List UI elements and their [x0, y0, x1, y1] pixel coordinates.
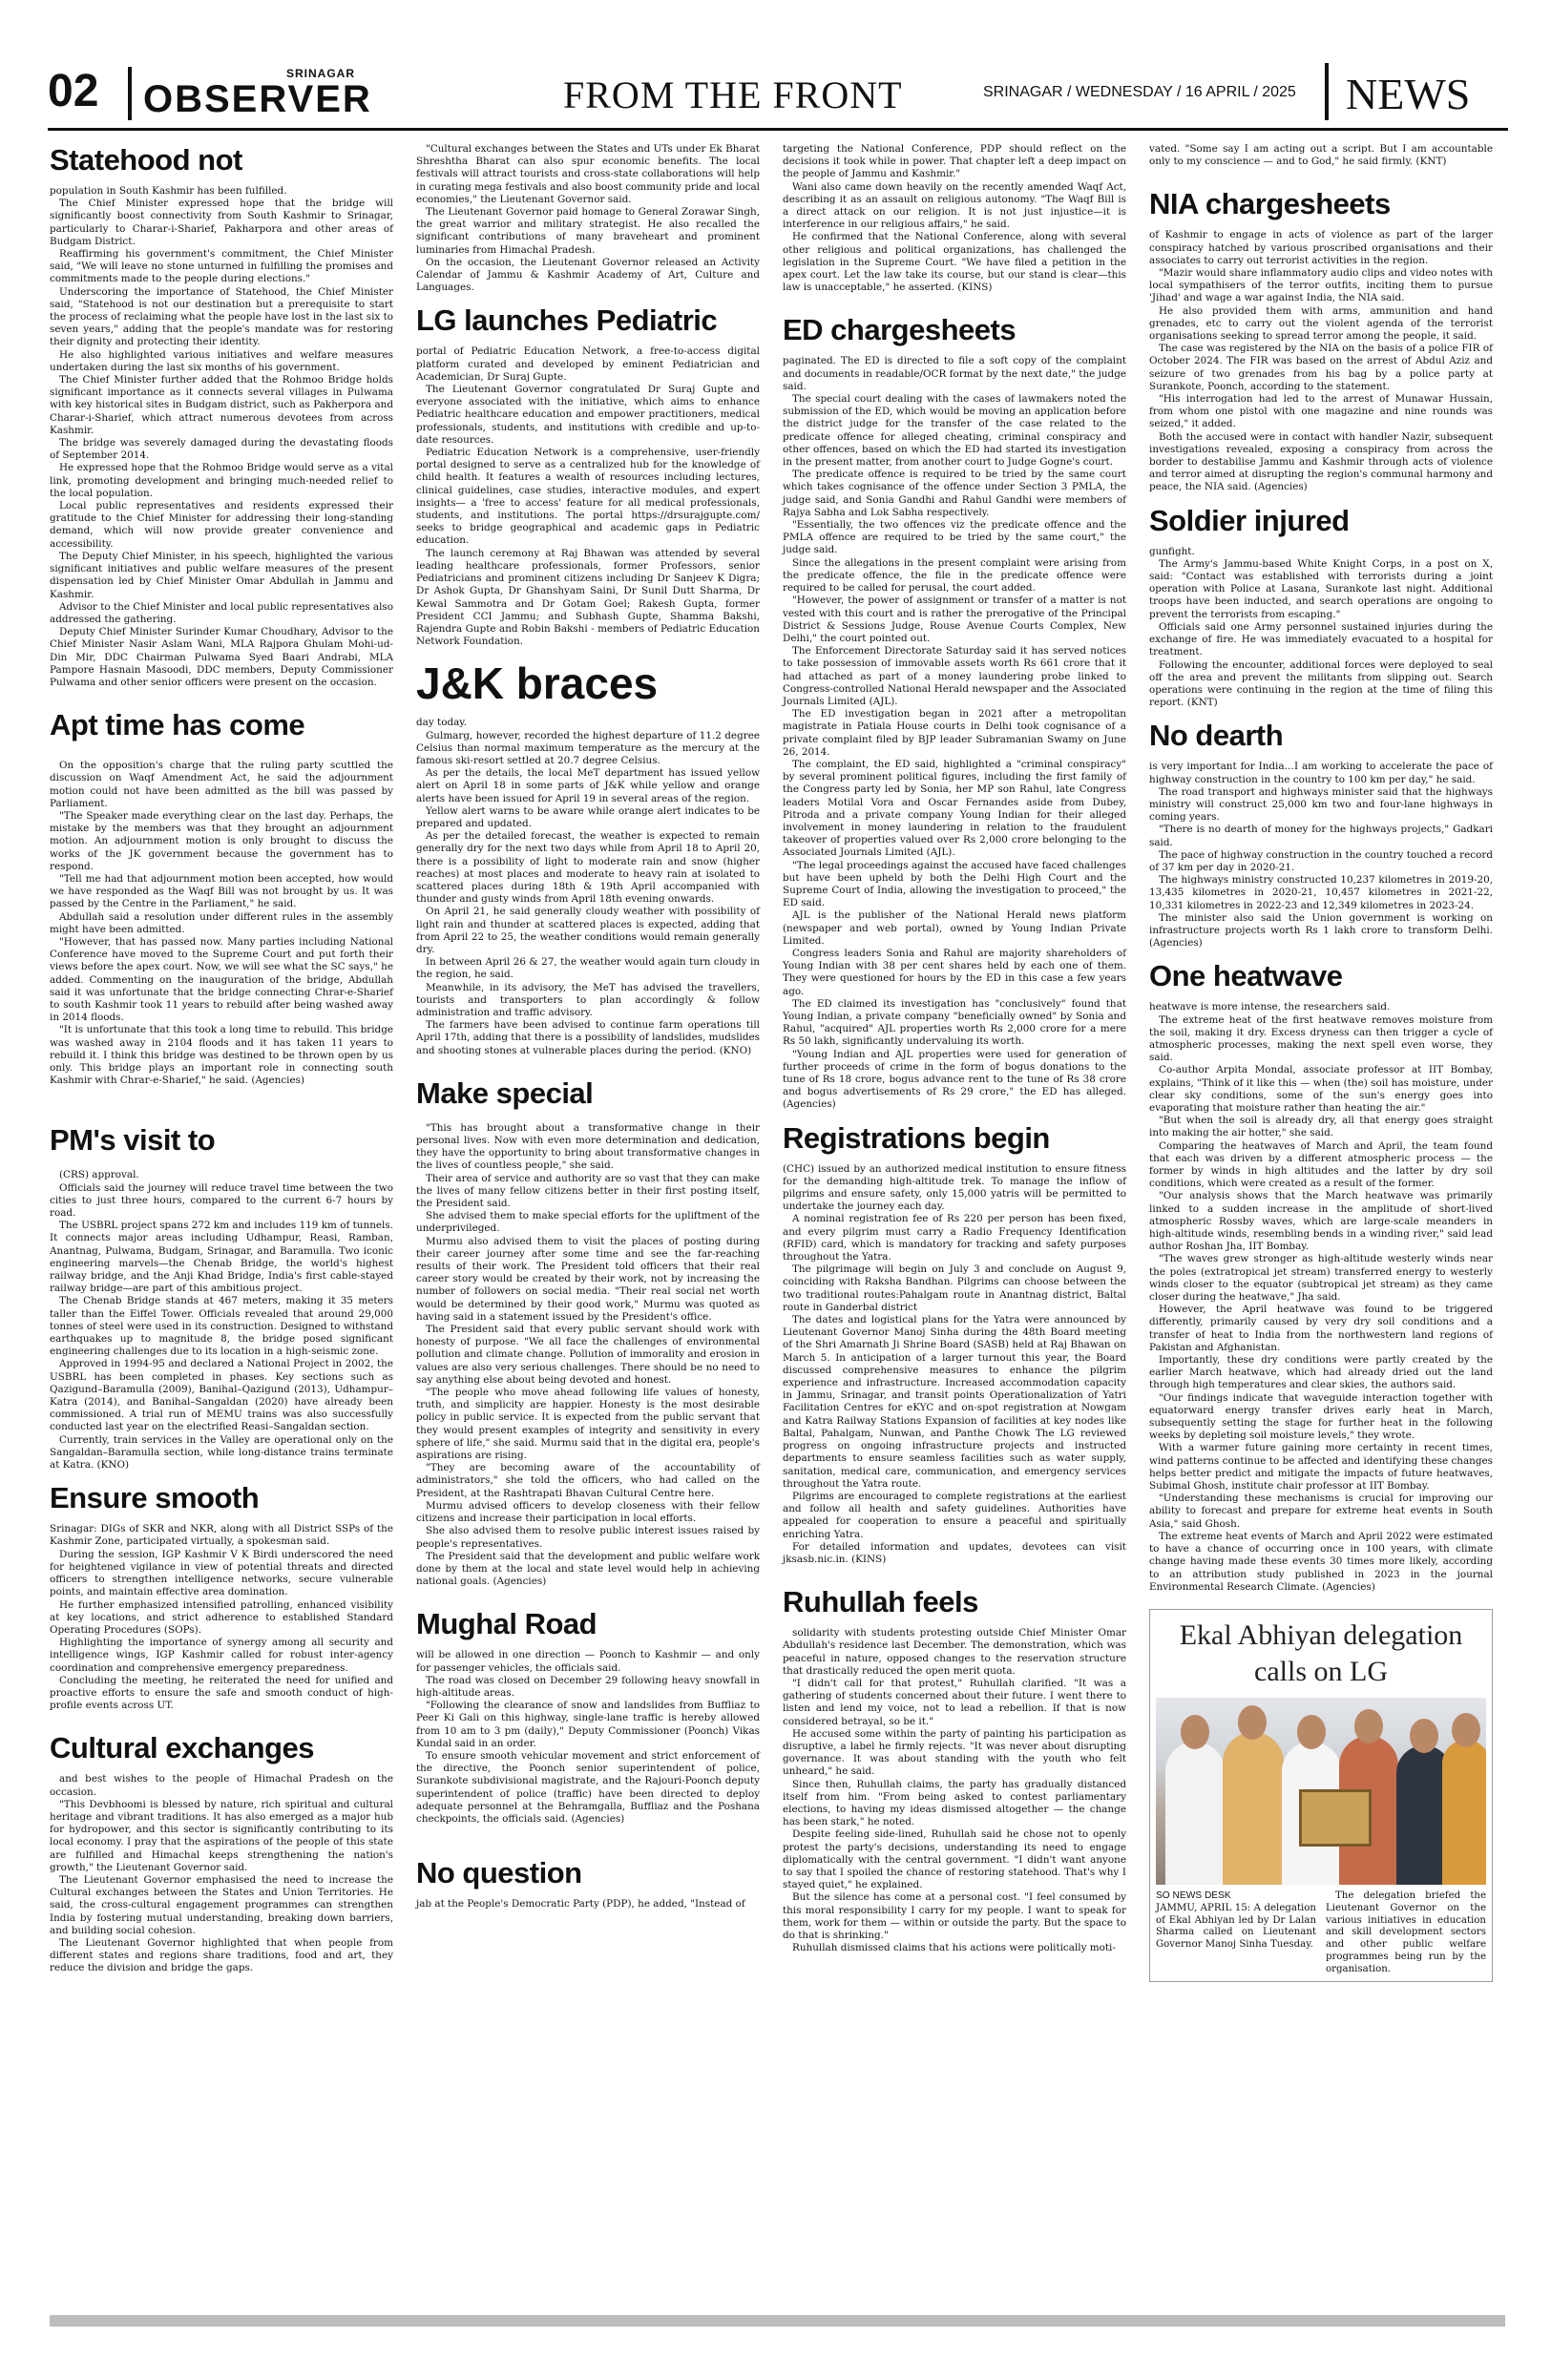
headline-apt-time: Apt time has come	[50, 708, 305, 742]
paragraph: solidarity with students protesting outside Chief Minister Omar Abdullah's residence last December. The demonstration, which was peaceful in nature, opposed changes to the reservation structure that drastically reduced the open merit quota.	[783, 1627, 1126, 1677]
paragraph: To ensure smooth vehicular movement and strict enforcement of the directive, the Poonch senior superintendent of police, Surankote subdivisional magistrate, and the Rajouri-Poonch deputy superintendent of police (traffic) have been directed to deploy adequate personnel at the Behramgalla, Buffliaz and the Poshana checkpoints, the officials said. (Agencies)	[416, 1749, 760, 1825]
article-cultural-exchanges	[50, 1773, 393, 1974]
headline-ed-chargesheets: ED chargesheets	[783, 313, 1017, 347]
paragraph: She also advised them to resolve public interest issues raised by people's representatives.	[416, 1525, 760, 1550]
paragraph: of Kashmir to engage in acts of violence as part of the larger conspiracy hatched by various proscribed organisations and their associates to carry out terrorist activities in the region.	[1149, 229, 1493, 266]
paragraph: The Chief Minister further added that the Rohmoo Bridge holds significant importance as it connects several villages in Pulwama with key historical sites in Budgam district, such as Pakherpora and Charar-i-Sharief, which attract numerous devotees from across Kashmir.	[50, 374, 393, 436]
headline-pm-visit: PM's visit to	[50, 1123, 216, 1158]
paragraph: However, the April heatwave was found to be triggered differently, primarily caused by very dry soil conditions and a transfer of heat to India from the northwestern land regions of Pakistan and Afghanistan.	[1149, 1304, 1493, 1353]
paragraph: "This Devbhoomi is blessed by nature, rich spiritual and cultural heritage and vibrant traditions. It has also emerged as a major hub for hydropower, and this sector is significantly contributing to its local economy. I pray that the aspirations of the people of this state are fulfilled and Himachal keeps strengthening the nation's growth," the Lieutenant Governor said.	[50, 1798, 393, 1873]
paragraph: Advisor to the Chief Minister and local public representatives also addressed the gathering.	[50, 600, 393, 625]
paragraph: With a warmer future gaining more certainty in recent times, wind patterns continue to be affected and identifying these changes helps better predict and mitigate the impacts of future heatwaves, Subimal Ghosh, institute chair professor at IIT Bombay.	[1149, 1442, 1493, 1493]
article-pm-visit	[50, 1169, 393, 1472]
paragraph: "But when the soil is already dry, all that energy goes straight into making the air hotter," she said.	[1149, 1115, 1493, 1139]
paragraph: On April 21, he said generally cloudy weather with possibility of light rain and thunder at scattered places is expected, adding that from April 22 to 25, the weather conditions would remain generally dry.	[416, 906, 760, 955]
column-1	[50, 143, 393, 1975]
paragraph: Underscoring the importance of Statehood, the Chief Minister said, "Statehood is not our destination but a prerequisite to start the process of reclaiming what the people have lost in the last six to seven years," adding that the people's mandate was for restoring their dignity and protecting their identity.	[50, 285, 394, 348]
paragraph: "Essentially, the two offences viz the predicate offence and the PMLA offence are required to be tried by the same court," the judge said.	[783, 519, 1126, 556]
paragraph: jab at the People's Democratic Party (PDP), he added, "Instead of	[416, 1898, 745, 1910]
headline-no-dearth: No dearth	[1149, 719, 1284, 753]
paragraph: But the silence has come at a personal cost. "I feel consumed by this moral responsibility I carry for my people. I want to speak for them, work for them — within or outside the party. But the space to do that is shrinking."	[783, 1891, 1126, 1941]
paragraph: "His interrogation had led to the arrest of Munawar Hussain, from whom one pistol with one magazine and nine rounds was seized," it added.	[1149, 393, 1493, 430]
paragraph: "Our analysis shows that the March heatwave was primarily linked to a sudden increase in the amplitude of short-lived atmospheric Rossby waves, which are large-scale meanders in high-altitude winds, resembling bends in a winding river," said lead author Roshan Jha, IIT Bombay.	[1149, 1190, 1493, 1253]
paragraph: The Enforcement Directorate Saturday said it has served notices to take possession of immovable assets worth Rs 661 crore that it had attached as part of a money laundering probe linked to Congress-controlled National Herald newspaper and the Associated Journals Limited (AJL).	[783, 645, 1126, 707]
paragraph: Abdullah said a resolution under different rules in the assembly might have been admitted.	[50, 910, 393, 935]
paragraph: Ruhullah dismissed claims that his actions were politically moti-	[792, 1942, 1116, 1954]
paragraph: The Lieutenant Governor congratulated Dr Suraj Gupte and everyone associated with the initiative, which aims to enhance Pediatric healthcare education and empower practitioners, medical professionals, students, and institutions with credible and up-to-date resources.	[416, 384, 760, 446]
article-no-question	[416, 1898, 760, 1910]
article-jk-braces	[416, 717, 760, 1056]
paragraph: Murmu also advised them to visit the places of posting during their career journey after some time and see the far-reaching results of their work. The President told officers that their real career story would be created by their work, not by increasing the number of followers on social media. "Their real social net worth would be determined by their good work," Murmu was quoted as having said in a statement issued by the President's office.	[416, 1235, 760, 1323]
paragraph: portal of Pediatric Education Network, a free-to-access digital platform curated and developed by eminent Pediatrician and Academician, Dr Suraj Gupte.	[416, 345, 760, 383]
paragraph: She advised them to make special efforts for the upliftment of the underprivileged.	[416, 1210, 760, 1235]
paragraph: Srinagar: DIGs of SKR and NKR, along with all District SSPs of the Kashmir Zone, participated virtually, a spokesman said.	[50, 1523, 393, 1548]
article-lg-pediatric	[416, 345, 760, 648]
box-text	[1156, 1890, 1486, 1976]
paragraph: The launch ceremony at Raj Bhawan was attended by several leading healthcare professionals, former Professors, senior Pediatricians and prominent citizens including Dr Sanjeev K Digra; Dr Ashok Gupta, Dr Ghanshyam Saini, Dr Sunil Dutt Sharma, Dr Kewal Sammotra and Dr Gotam Goel; Rakesh Gupta, former President CCI Jammu; and Subhash Gupte, Shamma Bakshi, Rajendra Gupte and Robin Bakshi - members of Pediatric Education Network Foundation.	[416, 547, 760, 648]
paragraph: The Army's Jammu-based White Knight Corps, in a post on X, said: "Contact was established with terrorists during a joint operation with Police at Lasana, Surankote last night. Additional troops have been inducted, and search operations are ongoing to prevent the terrorists from escaping."	[1149, 557, 1493, 620]
paragraph: For detailed information and updates, devotees can visit jksasb.nic.in. (KINS)	[783, 1540, 1126, 1565]
paragraph: "The people who move ahead following life values of honesty, truth, and simplicity are happier. Honesty is the most desirable policy in public service. It is expected from the public servant that they would present examples of integrity and sensitivity in every sphere of life," she said. Murmu said that in the digital era, people's aspirations are rising.	[416, 1387, 760, 1462]
paragraph: Local public representatives and residents expressed their gratitude to the Chief Minister for addressing their long-standing demand, which will now provide greater convenience and accessibility.	[50, 500, 393, 550]
paragraph: The dates and logistical plans for the Yatra were announced by Lieutenant Governor Manoj Sinha during the 48th Board meeting of the Shri Amarnath Ji Shrine Board (SASB) held at Raj Bhawan on March 5. In anticipation of a larger turnout this year, the Board discussed comprehensive measures to enhance the pilgrim experience and infrastructure. Increased accommodation capacity in Jammu, Srinagar, and transit points Operationalization of Yatri Facilitation Centres for eKYC and on-spot registration at Nowgam and Katra Railway Stations Expansion of facilities at key nodes like Baltal, Pahalgam, Nunwan, and Panthe Chowk The LG reviewed progress on ongoing infrastructure projects and instructed departments to ensure seamless facilities such as water supply, sanitation, medical care, communication, and emergency services throughout the Yatra route.	[783, 1314, 1126, 1490]
paragraph: Both the accused were in contact with handler Nazir, subsequent investigations revealed, exposing a conspiracy from across the border to destabilise Jammu and Kashmir through acts of violence and terror aimed at disrupting the region's communal harmony and peace, the NIA said. (Agencies)	[1149, 430, 1493, 493]
paragraph: The road transport and highways minister said that the highways ministry will construct 25,000 km two and four-lane highways in coming years.	[1149, 785, 1493, 824]
person-head	[1238, 1705, 1267, 1740]
paragraph: On the opposition's charge that the ruling party scuttled the discussion on Waqf Amendment Act, he said the adjournment motion could not have been admitted as the bill was passed by Parliament.	[50, 760, 393, 809]
article-nia-chargesheets	[1149, 229, 1493, 493]
paragraph: Highlighting the importance of synergy among all security and intelligence wings, IGP Kashmir called for robust inter-agency coordination and comprehensive emergency preparedness.	[50, 1637, 393, 1674]
paragraph: Reaffirming his government's commitment, the Chief Minister said, "We will leave no stone unturned in fulfilling the promises and commitments made to the people during elections."	[50, 248, 393, 285]
paragraph: Currently, train services in the Valley are operational only on the Sangaldan–Baramulla section, while long-distance trains terminate at Katra. (KNO)	[50, 1433, 393, 1472]
paragraph: Co-author Arpita Mondal, associate professor at IIT Bombay, explains, "Think of it like this — when (the) soil has moisture, under clear sky conditions, some of the sun's energy goes into evaporating that moisture rather than heating the air."	[1149, 1064, 1493, 1114]
paragraph: The Deputy Chief Minister, in his speech, highlighted the various significant initiatives and public welfare measures of the present dispensation led by Chief Minister Omar Abdullah in Jammu and Kashmir.	[50, 550, 393, 600]
category-label: NEWS	[1346, 70, 1471, 118]
paragraph: Approved in 1994-95 and declared a National Project in 2002, the USBRL has been completed in phases. Key sections such as Qazigund–Baramulla (2009), Banihal–Qazigund (2013), Udhampur–Katra (2014), and Banihal–Sangaldan (2020) have already been commissioned. A trial run of MEMU trains was also successfully conducted last year on the electrified Reasi–Sangaldan section.	[50, 1358, 393, 1433]
headline-one-heatwave: One heatwave	[1149, 959, 1343, 993]
article-ruhullah	[783, 1627, 1126, 1954]
paragraph: "The legal proceedings against the accused have faced challenges but have been upheld by both the Delhi High Court and the Supreme Court of India, allowing the investigation to proceed," the ED said.	[783, 859, 1126, 909]
article-registrations-begin	[783, 1163, 1126, 1567]
paragraph: Despite feeling side-lined, Ruhullah said he chose not to openly protest the party's decisions, understanding its need to engage diplomatically with the central government. "I didn't want anyone to say that I spoiled the chance of restoring statehood. That's why I stayed quiet," he explained.	[783, 1828, 1126, 1891]
person-figure	[1223, 1732, 1284, 1885]
paragraph: He also provided them with arms, ammunition and hand grenades, etc to carry out the violent agenda of the terrorist organisations seeking to spread terror among the people, it said.	[1149, 304, 1493, 343]
paragraph: vated. "Some say I am acting out a script. But I am accountable only to my conscience — and to God," he said firmly. (KNT)	[1149, 143, 1493, 168]
paragraph: "However, the power of assignment or transfer of a matter is not vested with this court and is rather the prerogative of the Principal District & Sessions Judge, Rouse Avenue Courts Complex, New Delhi," the court pointed out.	[783, 595, 1126, 644]
headline-registrations-begin: Registrations begin	[783, 1120, 1050, 1155]
paragraph: He confirmed that the National Conference, along with several other religious and political organizations, has challenged the legislation in the Supreme Court. "We have filed a petition in the apex court. Let the law take its course, but our stand is clear—this law is unacceptable," he asserted. (KINS)	[783, 231, 1126, 294]
paragraph: Wani also came down heavily on the recently amended Waqf Act, describing it as an assault on religious autonomy. "The Waqf Bill is a direct attack on our religion. It is not just injustice—it is interference in our religious affairs," he said.	[783, 180, 1126, 231]
paragraph: "There is no dearth of money for the highways projects," Gadkari said.	[1149, 824, 1493, 848]
masthead-divider	[1325, 63, 1329, 120]
ekal-abhiyan-box	[1149, 1609, 1493, 1983]
paragraph: (CHC) issued by an authorized medical institution to ensure fitness for the demanding high-altitude trek. To manage the inflow of pilgrims and ensure safety, only 15,000 yatris will be permitted to undertake the journey each day.	[783, 1162, 1126, 1213]
paragraph: Pediatric Education Network is a comprehensive, user-friendly portal designed to serve as a centralized hub for the knowledge of child health. It features a wealth of resources including lectures, clinical guidelines, case studies, interactive modules, and expert insights— a 'free to access' feature for all medical professionals, students, and institutions. The portal https://drsurajgupte.com/ seeks to bridge geographical and academic gaps in Pediatric education.	[416, 447, 760, 547]
paragraph: "They are becoming aware of the accountability of administrators," she told the officers, who had called on the President, at the Rashtrapati Bhavan Cultural Centre here.	[416, 1462, 760, 1499]
paragraph: The Lieutenant Governor paid homage to General Zorawar Singh, the great warrior and military strategist. He also recalled the significant contributions of many braveheart and prominent luminaries from Himachal Pradesh.	[416, 206, 760, 256]
paragraph: Comparing the heatwaves of March and April, the team found that each was driven by a different atmospheric process — the former by winds in high altitudes and the latter by dry soil conditions, which were created as a result of the former.	[1149, 1139, 1493, 1190]
paragraph: As per the detailed forecast, the weather is expected to remain generally dry for the next two days while from April 18 to April 20, there is a possibility of light to moderate rain and snow (higher reaches) at most places and moderate to heavy rain at isolated to scattered places during 18th & 19th April accompanied with thunder and gusty winds from April 18th evening onwards.	[416, 830, 760, 906]
paragraph: "I didn't call for that protest," Ruhullah clarified. "It was a gathering of students concerned about their future. I went there to listen and lend my voice, not to lead a rebellion. If that is now considered betrayal, so be it."	[783, 1677, 1126, 1727]
paragraph: The Lieutenant Governor highlighted that when people from different states and regions share traditions, food and art, they reduce the division and bridge the gaps.	[50, 1936, 393, 1974]
paragraph: "Tell me had that adjournment motion been accepted, how would we have responded as the Waqf Bill was not brought by us. It was passed by the Centre in the Parliament," he said.	[50, 872, 393, 910]
column-2	[416, 143, 760, 1910]
box-text-right	[1326, 1890, 1486, 1976]
paragraph: The delegation briefed the Lieutenant Governor on the various initiatives in education and skill development sectors and other public welfare programmes being run by the organisation.	[1326, 1889, 1486, 1974]
paragraph: The special court dealing with the cases of lawmakers noted the submission of the ED, which would be moving an application before the district judge for the transfer of the case related to the predicate offence for alleged cheating, criminal conspiracy and other offences, based on which the ED had started its investigation in the present matter, from another court to Judge Gogne's court.	[783, 393, 1126, 469]
paragraph: The Lieutenant Governor emphasised the need to increase the Cultural exchanges between the States and Union Territories. He said, the cross-cultural engagement programmes can strengthen India by fostering mutual understanding, breaking down barriers, and building social cohesion.	[50, 1873, 393, 1936]
paragraph: On the occasion, the Lieutenant Governor released an Activity Calendar of Jammu & Kashmir Academy of Art, Culture and Languages.	[416, 256, 760, 294]
paragraph: The road was closed on December 29 following heavy snowfall in high-altitude areas.	[416, 1674, 760, 1699]
paragraph: Following the encounter, additional forces were deployed to seal off the area and prevent the militants from slipping out. Search operations were continuing in the region at the time of filing this report. (KNT)	[1149, 658, 1493, 709]
person-head	[1181, 1715, 1209, 1749]
section-title: FROM THE FRONT	[563, 73, 903, 116]
paragraph: heatwave is more intense, the researchers said.	[1149, 1001, 1391, 1013]
paragraph: Officials said one Army personnel sustained injuries during the exchange of fire. He was immediately evacuated to a hospital for treatment.	[1149, 620, 1493, 658]
paragraph: The pilgrimage will begin on July 3 and conclude on August 9, coinciding with Raksha Bandhan. Pilgrims can choose between the two traditional routes:Pahalgam route in Anantnag district, Baltal route in Ganderbal district	[783, 1263, 1126, 1313]
paragraph: The minister also said the Union government is working on infrastructure projects worth Rs 1 lakh crore to transform Delhi. (Agencies)	[1149, 911, 1493, 950]
paragraph: The bridge was severely damaged during the devastating floods of September 2014.	[50, 437, 393, 462]
paragraph: Yellow alert warns to be aware while orange alert indicates to be prepared and updated.	[416, 804, 760, 829]
article-apt-time	[50, 760, 393, 1087]
page-number: 02	[48, 66, 99, 116]
person-head	[1297, 1715, 1326, 1749]
paragraph: "Understanding these mechanisms is crucial for improving our ability to forecast and prepare for extreme heat events in South Asia," said Ghosh.	[1149, 1493, 1493, 1530]
article-no-dearth	[1149, 761, 1493, 950]
paragraph: In between April 26 & 27, the weather would again turn cloudy in the region, he said.	[416, 956, 760, 981]
paragraph: He accused some within the party of painting his participation as disruptive, a label he firmly rejects. "It was never about disrupting governance. It was about standing with the youth who felt unheard," he said.	[783, 1727, 1126, 1778]
paragraph: The predicate offence is required to be tried by the same court which takes cognisance of the offence under Section 3 PMLA, the judge said, and Sonia Gandhi and Rahul Gandhi were members of Rajya Sabha and Lok Sabha respectively.	[783, 469, 1126, 518]
person-head	[1452, 1713, 1480, 1747]
paragraph: Gulmarg, however, recorded the highest departure of 11.2 degree Celsius than normal maximum temperature as the mercury at the famous ski-resort settled at 20.7 degree Celsius.	[416, 729, 760, 766]
paragraph: Pilgrims are encouraged to complete registrations at the earliest and follow all health and safety guidelines. Authorities have appealed for cooperation to ensure a peaceful and spiritually enriching Yatra.	[783, 1490, 1126, 1540]
article-no-question-cont	[783, 143, 1126, 294]
paragraph: The Chief Minister expressed hope that the bridge will significantly boost connectivity from South Kashmir to Srinagar, particularly to Charar-i-Sharief, Pakharpora and other areas of Budgam District.	[50, 198, 393, 247]
paragraph: He further emphasized intensified patrolling, enhanced visibility at key locations, and strict adherence to established Standard Operating Procedures (SOPs).	[50, 1598, 393, 1636]
paragraph: During the session, IGP Kashmir V K Birdi underscored the need for heightened vigilance in view of potential threats and directed officers to strengthen intelligence networks, secure vulnerable points, and maintain effective area domination.	[50, 1548, 393, 1598]
delegation-photo	[1156, 1698, 1486, 1885]
headline-mughal-road: Mughal Road	[416, 1607, 597, 1641]
paragraph: "Our findings indicate that waveguide interaction together with equatorward energy transfer drives early heat in March, subsequently setting the stage for further heat in the following weeks by depleting soil moisture levels," they wrote.	[1149, 1391, 1493, 1442]
paragraph: gunfight.	[1149, 545, 1195, 557]
headline-cultural-exchanges: Cultural exchanges	[50, 1731, 314, 1765]
paragraph: will be allowed in one direction — Poonch to Kashmir — and only for passenger vehicles, the officials said.	[416, 1649, 760, 1674]
article-statehood	[50, 185, 393, 689]
headline-statehood: Statehood not	[50, 143, 242, 177]
paragraph: and best wishes to the people of Himachal Pradesh on the occasion.	[50, 1773, 393, 1798]
paragraph: "The waves grew stronger as high-altitude westerly winds near the poles (extratropical jet stream) transferred energy to westerly winds closer to the equator (subtropical jet stream) as they came closer during the heatwave," Jha said.	[1149, 1253, 1493, 1304]
headline-ensure-smooth: Ensure smooth	[50, 1481, 260, 1515]
headline-ruhullah: Ruhullah feels	[783, 1585, 978, 1619]
headline-make-special: Make special	[416, 1075, 594, 1110]
paragraph: targeting the National Conference, PDP should reflect on the decisions it took while in power. That chapter left a deep impact on the people of Jammu and Kashmir."	[783, 143, 1126, 180]
headline-jk-braces: J&K braces	[416, 658, 659, 709]
paragraph: Importantly, these dry conditions were partly created by the earlier March heatwave, which had already dried out the land through high temperatures and clear skies, the authors said.	[1149, 1354, 1493, 1391]
person-head	[1410, 1719, 1438, 1753]
article-ensure-smooth	[50, 1523, 393, 1712]
article-make-special	[416, 1122, 760, 1589]
paragraph: Concluding the meeting, he reiterated the need for unified and proactive efforts to ensure the safe and smooth conduct of high-profile events across UT.	[50, 1674, 393, 1712]
paragraph: "This has brought about a transformative change in their personal lives. Now with even more determination and dedication, they have the opportunity to bring about transformative changes in the lives of countless people," she said.	[416, 1121, 760, 1172]
paragraph: The case was registered by the NIA on the basis of a police FIR of October 2024. The FIR was based on the arrest of Abdul Aziz and seizure of two grenades from his bag by a police party at Surankote, Poonch, according to the statement.	[1149, 343, 1493, 392]
paragraph: population in South Kashmir has been fulfilled.	[50, 185, 287, 197]
paragraph: "The Speaker made everything clear on the last day. Perhaps, the mistake by the members was that they brought an adjournment motion. An adjournment motion is only brought to discuss the works of the JK government because the government has to respond.	[50, 809, 393, 872]
dateline: SRINAGAR / WEDNESDAY / 16 APRIL / 2025	[983, 84, 1296, 100]
headline-nia-chargesheets: NIA chargesheets	[1149, 187, 1391, 221]
paragraph: As per the details, the local MeT department has issued yellow alert on April 18 in some parts of J&K while yellow and orange alerts have been issued for April 19 in several areas of the region.	[416, 767, 760, 804]
news-desk-credit: SO NEWS DESK	[1156, 1889, 1231, 1901]
paragraph: The extreme heat events of March and April 2022 were estimated to have a chance of occurring once in 100 years, with climate change having made these events 30 times more likely, according to an attribution study published in 2023 in the journal Environmental Research Climate. (Agencies)	[1149, 1530, 1493, 1593]
paragraph: "Cultural exchanges between the States and UTs under Ek Bharat Shreshtha Bharat can also spur economic benefits. The local festivals will attract tourists and cross-state collaborations will help in curating mega festivals and also boost community pride and local economies," the Lieutenant Governor said.	[416, 143, 760, 205]
headline-soldier-injured: Soldier injured	[1149, 503, 1350, 537]
person-head	[1354, 1709, 1383, 1743]
paragraph: "It is unfortunate that this took a long time to rebuild. This bridge was washed away in 2104 floods and it has taken 11 years to rebuild it. I think this bridge was destined to be thrown open by us only. This bridge plays an important role in connecting south Kashmir with Chrar-e-Sharief," he said. (Agencies)	[50, 1024, 393, 1087]
paragraph: "However, that has passed now. Many parties including National Conference have moved to the Supreme Court and put forth their views before the apex court. Now, we will see what the SC says," he added. Commenting on the inauguration of the bridge, Abdullah said it was unfortunate that the bridge connecting Chrar-e-Sharief to south Kashmir took 11 years to rebuild after being washed away in 2014 floods.	[50, 935, 393, 1024]
article-ed-chargesheets	[783, 355, 1126, 1111]
paragraph: "Following the clearance of snow and landslides from Buffliaz to Peer Ki Gali on this highway, single-lane traffic is hereby allowed from 10 am to 3 pm (daily)," Deputy Commissioner (Poonch) Vikas Kundal said in an order.	[416, 1700, 760, 1749]
article-soldier-injured	[1149, 546, 1493, 710]
column-3	[783, 143, 1126, 1954]
headline-no-question: No question	[416, 1856, 582, 1890]
paragraph: is very important for India…I am working to accelerate the pace of highway construction in the country to 100 km per day," he said.	[1149, 761, 1493, 785]
paragraph: The USBRL project spans 272 km and includes 119 km of tunnels. It connects major areas including Udhampur, Reasi, Ramban, Anantnag, Pulwama, Budgam, Srinagar, and Baramulla. Two iconic engineering marvels—the Chenab Bridge, the world's highest railway bridge, and the Anji Khad Bridge, India's first cable-stayed railway bridge—are part of this ambitious project.	[50, 1220, 393, 1295]
paragraph: The complaint, the ED said, highlighted a "criminal conspiracy" by several prominent political figures, including the first family of the Congress party led by Sonia, her MP son Rahul, late Congress leaders Motilal Vora and Oscar Fernandes aside from Dubey, Pitroda and a private company Young Indian for their alleged involvement in money laundering in relation to the fraudulent takeover of properties valued over Rs 2,000 crore belonging to the Associated Journals Limited (AJL).	[783, 758, 1126, 859]
paragraph: Meanwhile, in its advisory, the MeT has advised the travellers, tourists and transporters to plan accordingly & follow administration and traffic advisory.	[416, 981, 760, 1018]
paragraph: "Young Indian and AJL properties were used for generation of further proceeds of crime in the form of bogus donations to the tune of Rs 18 crore, bogus advance rent to the tune of Rs 38 crore and bogus advertisements of Rs 29 crore," the ED has alleged. (Agencies)	[783, 1048, 1126, 1111]
paragraph: paginated. The ED is directed to file a soft copy of the complaint and documents in readable/OCR format by the next date," the judge said.	[783, 355, 1126, 392]
paragraph: A nominal registration fee of Rs 220 per person has been fixed, and every pilgrim must carry a Radio Frequency Identification (RFID) card, which is mandatory for tracking and safety purposes throughout the Yatra.	[783, 1213, 1126, 1263]
paragraph: The ED claimed its investigation has "conclusively" found that Young Indian, a private company "beneficially owned" by Sonia and Rahul, "acquired" AJL properties worth Rs 2,000 crore for a mere Rs 50 lakh, significantly undervaluing its worth.	[783, 997, 1126, 1048]
masthead-divider	[128, 67, 132, 120]
paragraph: (CRS) approval.	[59, 1169, 139, 1181]
footer-bar	[50, 2315, 1505, 2327]
paragraph: Their area of service and authority are so vast that they can make the lives of many fellow citizens better in their first posting itself, the President said.	[416, 1172, 760, 1210]
paragraph: The Chenab Bridge stands at 467 meters, making it 35 meters taller than the Eiffel Tower. Officials revealed that around 29,000 tonnes of steel were used in its construction. Designed to withstand earthquakes up to magnitude 8, the bridge posed significant engineering challenges due to its location in a high-seismic zone.	[50, 1295, 393, 1358]
person-figure	[1442, 1740, 1486, 1885]
paragraph: The President said that the development and public welfare work done by them at the local and state level would help in achieving national goals. (Agencies)	[416, 1550, 760, 1588]
article-one-heatwave	[1149, 1001, 1493, 1594]
paragraph: He expressed hope that the Rohmoo Bridge would serve as a vital link, promoting development and bringing much-needed relief to the local population.	[50, 462, 393, 499]
paragraph: JAMMU, APRIL 15: A delegation of Ekal Abhiyan led by Dr Lalan Sharma called on Lieutenant Governor Manoj Sinha Tuesday.	[1156, 1902, 1316, 1951]
article-mughal-road	[416, 1649, 760, 1826]
paragraph: Since the allegations in the present complaint were arising from the predicate offence, the file in the predicate offence were required to be called for perusal, the court added.	[783, 556, 1126, 595]
paragraph: Congress leaders Sonia and Rahul are majority shareholders of Young Indian with 38 per cent shares held by each one of them. They were questioned for hours by the ED in this case a few years ago.	[783, 947, 1126, 997]
paragraph: Officials said the journey will reduce travel time between the two cities to just three hours, compared to the current 6-7 hours by road.	[50, 1181, 393, 1220]
memento-frame	[1299, 1789, 1372, 1847]
paragraph: The President said that every public servant should work with honesty of purpose. "We all face the challenges of environmental pollution and climate change. Pollution of immorality and erosion in values are also very serious challenges. There should be no need to say anything else about being devoted and honest.	[416, 1324, 760, 1386]
article-ruhullah-cont	[1149, 143, 1493, 168]
box-text-left	[1156, 1890, 1316, 1976]
paragraph: The pace of highway construction in the country touched a record of 37 km per day in 2020-21.	[1149, 848, 1493, 873]
box-headline: Ekal Abhiyan delegation calls on LG	[1179, 1618, 1463, 1687]
paragraph: "Mazir would share inflammatory audio clips and video notes with local sympathisers of the terror outfits, inciting them to pursue 'Jihad' and wage a war against India, the NIA said.	[1149, 267, 1493, 304]
brand-logo: OBSERVER	[143, 78, 372, 120]
headline-lg-pediatric: LG launches Pediatric	[416, 303, 718, 338]
paragraph: Murmu advised officers to develop closeness with their fellow citizens and increase their participation in local efforts.	[416, 1499, 760, 1525]
paragraph: AJL is the publisher of the National Herald news platform (newspaper and web portal), owned by Young Indian Private Limited.	[783, 909, 1126, 947]
paragraph: Since then, Ruhullah claims, the party has gradually distanced itself from him. "From being asked to contest parliamentary elections, to having my ideas dismissed altogether — the change has been stark," he noted.	[783, 1778, 1126, 1828]
masthead	[48, 59, 1508, 131]
paragraph: Deputy Chief Minister Surinder Kumar Choudhary, Advisor to the Chief Minister Nasir Aslam Wani, MLA Rajpora Ghulam Mohi-ud-Din Mir, DDC Chairman Pulwama Syed Baari Andrabi, MLA Pampore Hasnain Masoodi, DDC members, Deputy Commissioner Pulwama and other senior officers were present on the occasion.	[50, 626, 393, 688]
column-4	[1149, 143, 1493, 1982]
paragraph: The farmers have been advised to continue farm operations till April 17th, adding that there is a possibility of landslides, mudslides and shooting stones at vulnerable places during the period. (KNO)	[416, 1019, 760, 1056]
paragraph: The ED investigation began in 2021 after a metropolitan magistrate in Patiala House courts in Delhi took cognisance of a private complaint filed by BJP leader Subramanian Swamy on June 26, 2014.	[783, 708, 1126, 758]
brand-city: SRINAGAR	[286, 67, 356, 80]
article-cultural-exchanges-cont	[416, 143, 760, 294]
paragraph: The extreme heat of the first heatwave removes moisture from the soil, making it dry. Excess dryness can then trigger a cycle of atmospheric processes, making the next spell even worse, they said.	[1149, 1013, 1493, 1064]
paragraph: The highways ministry constructed 10,237 kilometres in 2019-20, 13,435 kilometres in 2020-21, 10,457 kilometres in 2021-22, 10,331 kilometres in 2022-23 and 12,349 kilometres in 2023-24.	[1149, 874, 1493, 911]
paragraph: day today.	[416, 717, 468, 729]
paragraph: He also highlighted various initiatives and welfare measures undertaken during the last six months of his government.	[50, 348, 393, 373]
person-figure	[1165, 1742, 1225, 1885]
